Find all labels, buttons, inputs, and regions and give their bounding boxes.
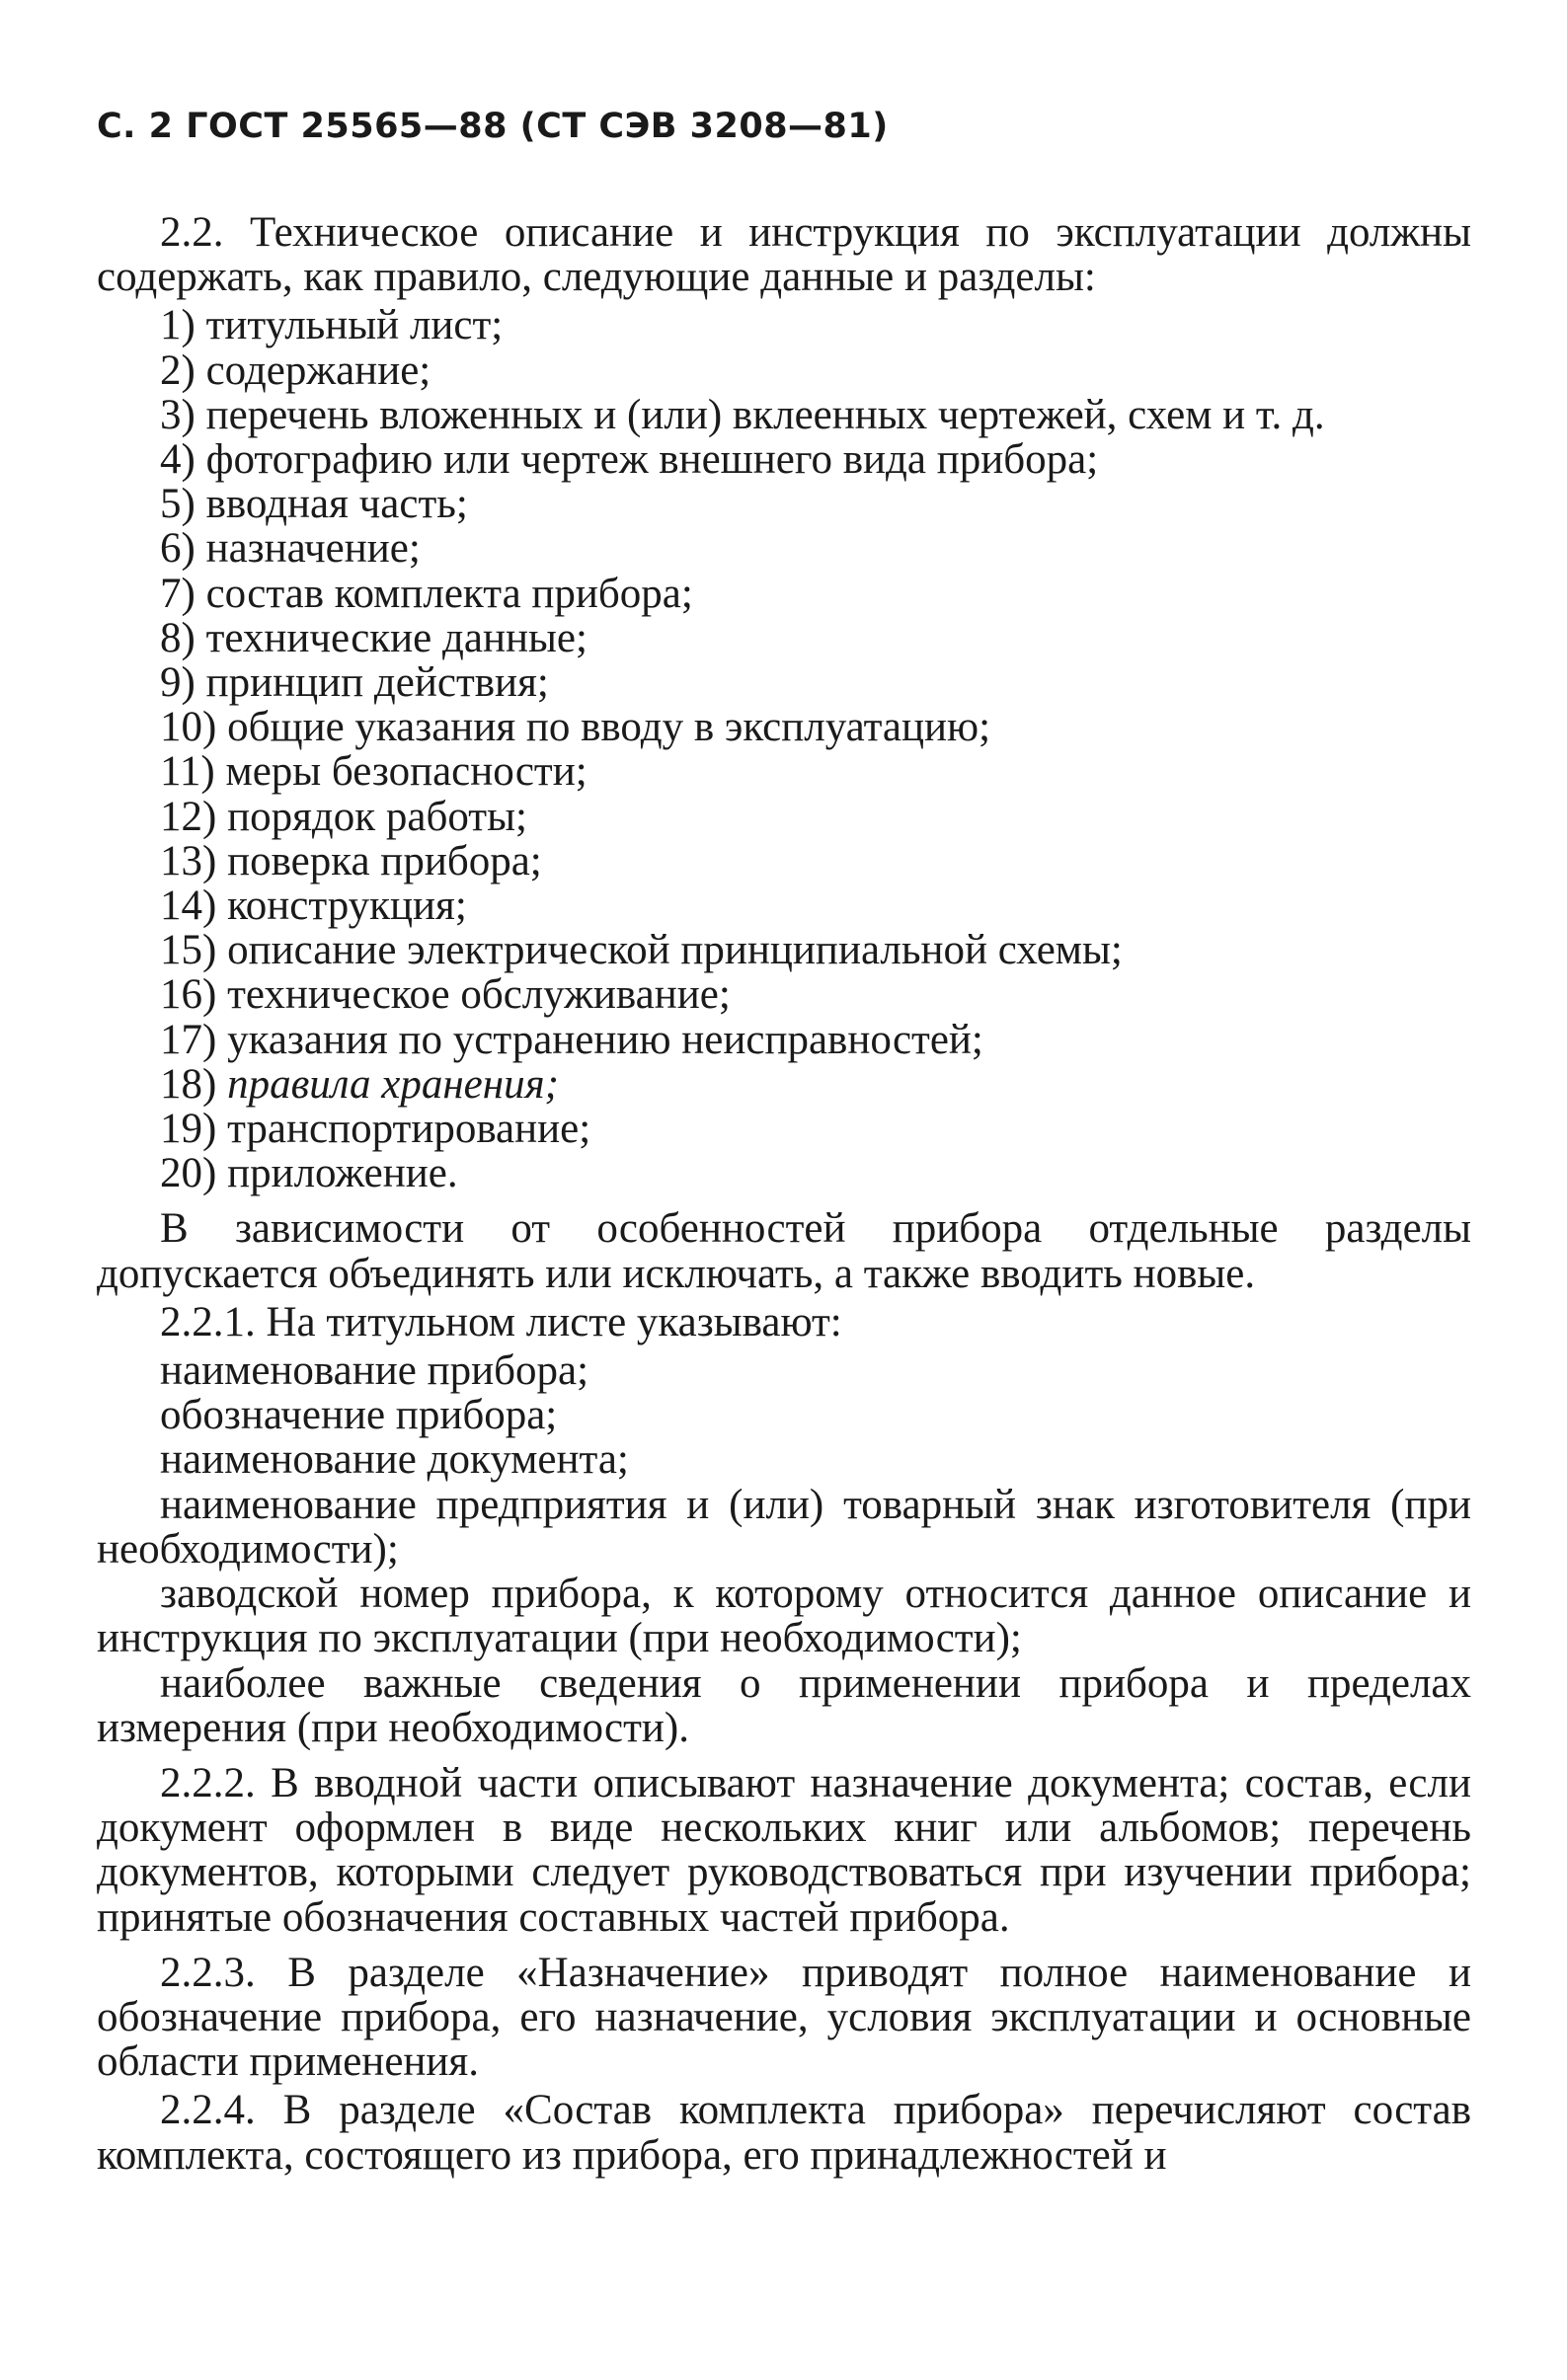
list-item (97, 1107, 1471, 1151)
item-text: технические данные; (205, 614, 588, 661)
item-text: техническое обслуживание; (227, 971, 731, 1019)
list-item (97, 526, 1471, 571)
item-number: 8) (160, 614, 196, 661)
list-item (97, 1018, 1471, 1062)
item-text: правила хранения; (227, 1060, 559, 1108)
list-item (97, 705, 1471, 749)
requirement-line: обозначение прибора; (160, 1392, 558, 1439)
item-text: состав комплекта прибора; (205, 570, 693, 617)
item-text: принцип действия; (205, 659, 549, 707)
requirement-line: заводской номер прибора, к которому относится данное описание и инструкция по эксплуатации (при необходимости); (97, 1571, 1471, 1662)
item-number: 2) (160, 346, 196, 394)
list-item (97, 749, 1471, 794)
title-page-requirements (97, 1348, 1471, 1750)
list-item (97, 437, 1471, 482)
requirement-line: наименование прибора; (160, 1347, 589, 1395)
item-text: общие указания по вводу в эксплуатацию; (227, 704, 991, 751)
item-number: 20) (160, 1150, 217, 1197)
paragraph-2-2-4: 2.2.4. В разделе «Состав комплекта прибора» перечисляют состав комплекта, состоящего из прибора, его принадлежностей и (97, 2087, 1471, 2179)
list-item (97, 1151, 1471, 1195)
heading-2-2-1: 2.2.1. На титульном листе указывают: (160, 1298, 842, 1345)
item-number: 4) (160, 436, 196, 484)
paragraph-2-2-3: 2.2.3. В разделе «Назначение» приводят полное наименование и обозначение прибора, его назначение, условия эксплуатации и основные области применения. (97, 1949, 1471, 2086)
item-text: приложение. (227, 1150, 458, 1197)
body-text (97, 210, 1471, 2178)
item-number: 3) (160, 391, 196, 438)
list-item (97, 393, 1471, 437)
item-number: 17) (160, 1016, 217, 1063)
item-number: 6) (160, 525, 196, 573)
paragraph-2-2: 2.2. Техническое описание и инструкция по эксплуатации должны содержать, как правило, следующие данные и разделы: (97, 209, 1471, 301)
item-number: 10) (160, 704, 217, 751)
list-item (97, 972, 1471, 1017)
list-item (97, 928, 1471, 972)
list-item (97, 572, 1471, 616)
requirement-line: наименование предприятия и (или) товарный знак изготовителя (при необходимости); (97, 1481, 1471, 1573)
list-item (97, 883, 1471, 928)
item-number: 13) (160, 837, 217, 884)
item-number: 7) (160, 570, 196, 617)
item-text: указания по устранению неисправностей; (227, 1016, 983, 1063)
item-number: 15) (160, 927, 217, 974)
sections-list (97, 303, 1471, 1195)
item-text: поверка прибора; (227, 837, 542, 884)
item-number: 5) (160, 481, 196, 528)
list-item (97, 303, 1471, 347)
item-number: 12) (160, 793, 217, 840)
list-item (97, 795, 1471, 839)
item-text: содержание; (205, 346, 431, 394)
item-number: 11) (160, 748, 215, 796)
list-item (97, 839, 1471, 883)
list-item (97, 348, 1471, 393)
paragraph-2-2-2: 2.2.2. В вводной части описывают назначение документа; состав, если документ оформлен в виде нескольких книг или альбомов; перечень документов, которыми следует руководствоваться при изучении прибора; принятые обозначения составных частей прибора. (97, 1759, 1471, 1941)
item-text: перечень вложенных и (или) вклеенных чертежей, схем и т. д. (205, 391, 1325, 438)
item-number: 18) (160, 1060, 217, 1108)
paragraph-note: В зависимости от особенностей прибора отдельные разделы допускается объединять или исключать, а также вводить новые. (97, 1205, 1471, 1297)
item-text: порядок работы; (227, 793, 527, 840)
item-number: 14) (160, 883, 217, 930)
item-text: меры безопасности; (225, 748, 588, 796)
list-item (97, 1062, 1471, 1107)
requirement-line: наименование документа; (160, 1436, 629, 1484)
page-header: С. 2 ГОСТ 25565—88 (СТ СЭВ 3208—81) (97, 107, 889, 146)
item-number: 1) (160, 302, 196, 349)
item-number: 19) (160, 1106, 217, 1153)
item-text: назначение; (205, 525, 421, 573)
list-item (97, 660, 1471, 705)
item-text: вводная часть; (205, 481, 468, 528)
item-text: титульный лист; (205, 302, 504, 349)
item-number: 9) (160, 659, 196, 707)
list-item (97, 482, 1471, 526)
item-text: транспортирование; (227, 1106, 591, 1153)
requirement-line: наиболее важные сведения о применении прибора и пределах измерения (при необходимости). (97, 1659, 1471, 1751)
item-text: описание электрической принципиальной схемы; (227, 927, 1123, 974)
item-text: конструкция; (227, 883, 467, 930)
list-item (97, 616, 1471, 660)
item-number: 16) (160, 971, 217, 1019)
item-text: фотографию или чертеж внешнего вида прибора; (205, 436, 1099, 484)
